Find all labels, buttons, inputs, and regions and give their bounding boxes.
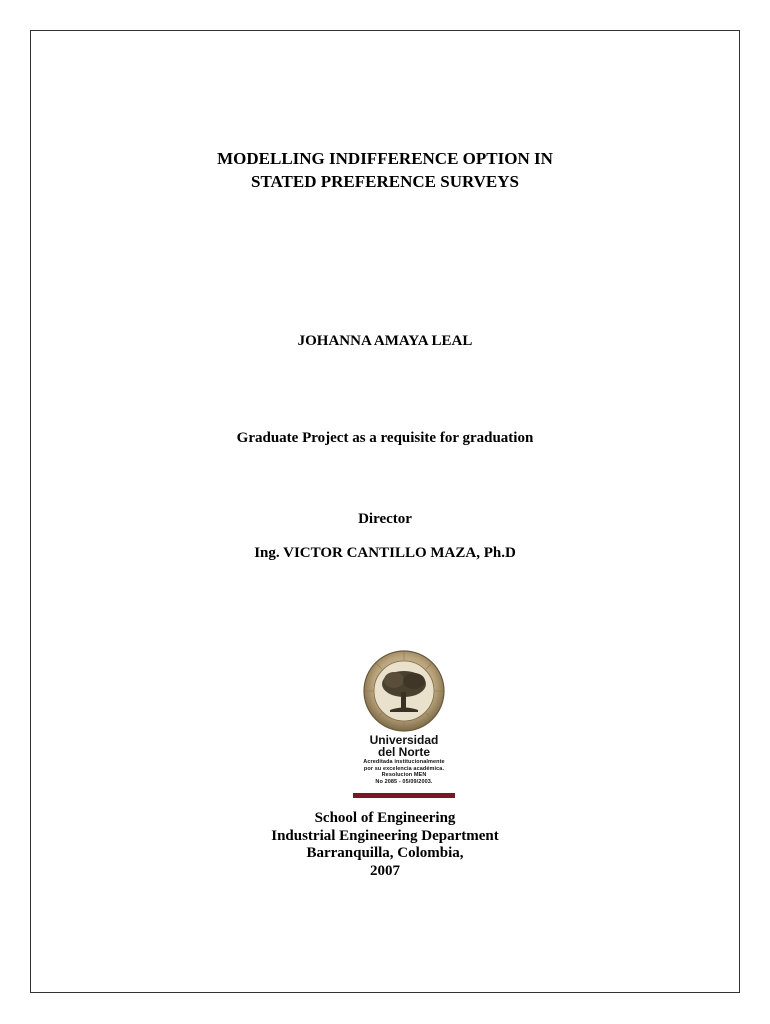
footer-block bbox=[31, 810, 739, 880]
footer-location: Barranquilla, Colombia, bbox=[306, 845, 464, 861]
footer-department: Industrial Engineering Department bbox=[271, 827, 499, 844]
logo-accent-bar bbox=[353, 793, 455, 798]
project-purpose: Graduate Project as a requisite for graduation bbox=[236, 430, 534, 446]
document-page bbox=[30, 30, 740, 993]
accreditation-text bbox=[353, 759, 455, 785]
university-name-line-1: Universidad bbox=[369, 733, 439, 747]
director-label: Director bbox=[358, 511, 412, 527]
accreditation-line-4: No 2085 - 05/09/2003. bbox=[375, 778, 433, 785]
university-seal-icon bbox=[363, 650, 445, 732]
accreditation-line-3: Resolucion MEN bbox=[381, 772, 427, 778]
footer-year: 2007 bbox=[370, 862, 400, 879]
author-name: JOHANNA AMAYA LEAL bbox=[297, 333, 473, 349]
university-name-line-2: del Norte bbox=[377, 745, 430, 759]
accreditation-line-1: Acreditada institucionalmente bbox=[363, 759, 445, 765]
university-logo bbox=[353, 650, 455, 785]
accreditation-line-2: por su excelencia académica. bbox=[363, 765, 445, 772]
footer-school: School of Engineering bbox=[314, 810, 456, 826]
director-name: Ing. VICTOR CANTILLO MAZA, Ph.D bbox=[254, 545, 516, 561]
title-line-2: STATED PREFERENCE SURVEYS bbox=[251, 172, 519, 191]
title-line-1: MODELLING INDIFFERENCE OPTION IN bbox=[217, 149, 553, 168]
document-title bbox=[31, 147, 739, 193]
